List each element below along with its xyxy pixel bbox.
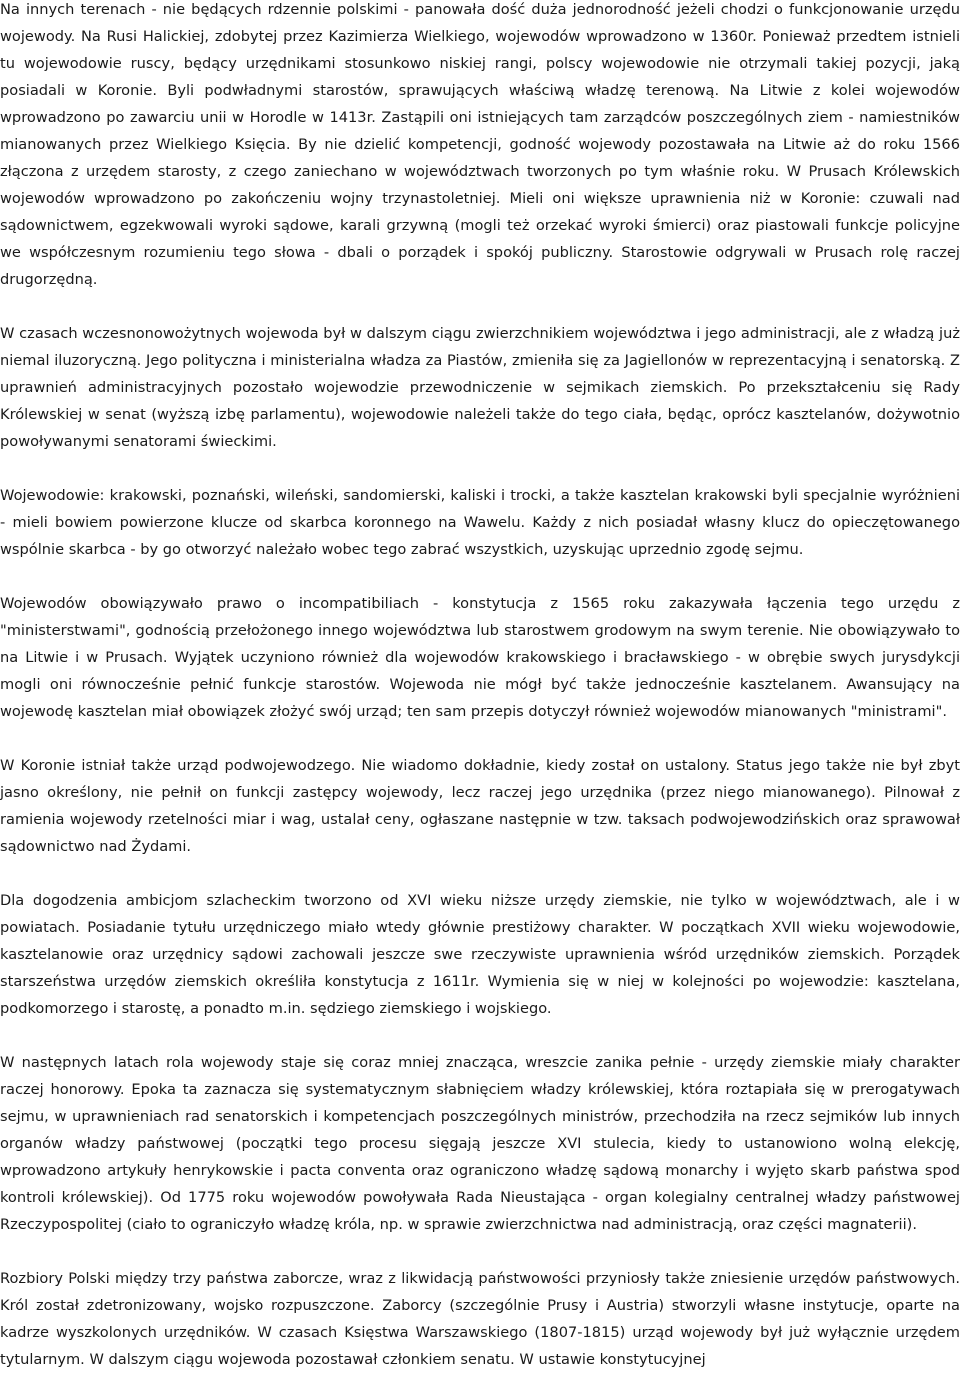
- paragraph: [0, 0, 960, 293]
- sentence: Nie obowiązywało to na Litwie i w Prusach.: [0, 622, 960, 666]
- sentence: Dla dogodzenia ambicjom szlacheckim tworzono od XVI wieku niższe urzędy ziemskie, nie tylko w województwach, ale i w powiatach.: [0, 892, 960, 936]
- sentence: Wojewodów obowiązywało prawo o incompatibiliach - konstytucja z 1565 roku zakazywała łączenia tego urzędu z "ministerstwami", godnością przełożonego innego województwa lub starostwem grodowym na swym terenie.: [0, 595, 960, 639]
- sentence: Nie wiadomo dokładnie, kiedy został on ustalony.: [355, 757, 730, 774]
- paragraph: [0, 482, 960, 563]
- sentence: Każdy z nich posiadał własny klucz do opieczętowanego wspólnie skarbca - by go otworzyć należało wobec tego zabrać wszystkich, uzyskując uprzednio zgodę sejmu.: [0, 514, 960, 558]
- sentence: Porządek starszeństwa urzędów ziemskich określiła konstytucja z 1611r.: [0, 946, 960, 990]
- sentence: Wymienia się w niej w kolejności po wojewodzie: kasztelana, podkomorzego i starostę, a ponadto m.in. sędziego ziemskiego i wojskiego.: [0, 973, 960, 1017]
- sentence: W początkach XVII wieku wojewodowie, kasztelanowie oraz urzędnicy sądowi zachowali jeszcze swe rzeczywiste uprawnienia wśród urzędników ziemskich.: [0, 919, 960, 963]
- sentence: W dalszym ciągu wojewoda pozostawał członkiem senatu.: [84, 1351, 515, 1368]
- sentence: Posiadanie tytułu urzędniczego miało wtedy głównie prestiżowy charakter.: [79, 919, 652, 936]
- paragraph: [0, 887, 960, 1022]
- sentence: Od 1775 roku wojewodów powoływała Rada Nieustająca - organ kolegialny centralnej władzy państwowej Rzeczypospolitej (ciało to ograniczyło władzę króla, np. w sprawie zwierzchnictwa nad administracją, oraz części magnaterii).: [0, 1189, 960, 1233]
- sentence: Pilnował z ramienia wojewody rzetelności miar i wag, ustalał ceny, ogłaszane następnie w tzw. taksach podwojewodzińskich oraz sprawował sądownictwo nad Żydami.: [0, 784, 960, 855]
- sentence: Zastąpili oni istniejących tam zarządców poszczególnych ziem - namiestników mianowanych przez Wielkiego Księcia.: [0, 109, 960, 153]
- sentence: W czasach Księstwa Warszawskiego (1807-1815) urząd wojewody był już wyłącznie urzędem tytularnym.: [0, 1324, 960, 1368]
- sentence: Rozbiory Polski między trzy państwa zaborcze, wraz z likwidacją państwowości przyniosły także zniesienie urzędów państwowych.: [0, 1270, 960, 1287]
- paragraph: [0, 1049, 960, 1238]
- sentence: Ponieważ przedtem istnieli tu wojewodowie ruscy, będący urzędnikami stosunkowo niskiej rangi, polscy wojewodowie nie otrzymali takiej pozycji, jaką posiadali w Koronie.: [0, 28, 960, 99]
- sentence: W następnych latach rola wojewody staje się coraz mniej znacząca, wreszcie zanika pełnie - urzędy ziemskie miały charakter raczej honorowy.: [0, 1054, 960, 1098]
- sentence: W ustawie konstytucyjnej: [514, 1351, 706, 1368]
- paragraph: [0, 320, 960, 455]
- sentence: Awansujący na wojewodę kasztelan miał obowiązek złożyć swój urząd; ten sam przepis dotyczył również wojewodów mianowanych "ministrami".: [0, 676, 960, 720]
- sentence: Wyjątek uczyniono również dla wojewodów krakowskiego i bracławskiego - w obrębie swych jurysdykcji mogli oni równocześnie pełnić funkcje starostów.: [0, 649, 960, 693]
- sentence: Byli podwładnymi starostów, sprawujących właściwą władzę terenową.: [157, 82, 720, 99]
- sentence: Po przekształceniu się Rady Królewskiej w senat (wyższą izbę parlamentu), wojewodowie należeli także do tego ciała, będąc, oprócz kasztelanów, dożywotnio powoływanymi senatorami świeckimi.: [0, 379, 960, 450]
- sentence: W Prusach Królewskich wojewodów wprowadzono po zakończeniu wojny trzynastoletniej.: [0, 163, 960, 207]
- sentence: Na innych terenach - nie będących rdzennie polskimi - panowała dość duża jednorodność jeżeli chodzi o funkcjonowanie urzędu wojewody. Na Rusi Halickiej, zdobytej przez Kazimierza Wielkiego, wojewodów wprowadzono w 1360r.: [0, 1, 960, 45]
- sentence: Status jego także nie był zbyt jasno określony, nie pełnił on funkcji zastępcy wojewody, lecz raczej jego urzędnika (przez niego mianowanego).: [0, 757, 960, 801]
- paragraph: [0, 752, 960, 860]
- sentence: Starostowie odgrywali w Prusach rolę raczej drugorzędną.: [0, 244, 960, 288]
- sentence: Wojewoda nie mógł być także jednocześnie kasztelanem.: [380, 676, 838, 693]
- sentence: Król został zdetronizowany, wojsko rozpuszczone.: [0, 1297, 375, 1314]
- sentence: Jego polityczna i ministerialna władza za Piastów, zmieniła się za Jagiellonów w reprezentacyjną i senatorską.: [141, 352, 946, 369]
- paragraph: [0, 590, 960, 725]
- sentence: Wojewodowie: krakowski, poznański, wileński, sandomierski, kaliski i trocki, a także kasztelan krakowski byli specjalnie wyróżnieni - mieli bowiem powierzone klucze od skarbca koronnego na Wawelu.: [0, 487, 960, 531]
- sentence: Mieli oni większe uprawnienia niż w Koronie: czuwali nad sądownictwem, egzekwowali wyroki sądowe, karali grzywną (mogli też orzekać wyroki śmierci) oraz piastowali funkcje policyjne we współczesnym rozumieniu tego słowa - dbali o porządek i spokój publiczny.: [0, 190, 960, 261]
- sentence: By nie dzielić kompetencji, godność wojewody pozostawała na Litwie aż do roku 1566 złączona z urzędem starosty, z czego zaniechano w województwach tworzonych po tym właśnie roku.: [0, 136, 960, 180]
- sentence: Zaborcy (szczególnie Prusy i Austria) stworzyli własne instytucje, oparte na kadrze wyszkolonych urzędników.: [0, 1297, 960, 1341]
- sentence: Z uprawnień administracyjnych pozostało wojewodzie przewodniczenie w sejmikach ziemskich.: [0, 352, 960, 396]
- sentence: Epoka ta zaznacza się systematycznym słabnięciem władzy królewskiej, która roztapiała się w prerogatywach sejmu, w uprawnieniach rad senatorskich i kompetencjach poszczególnych ministrów, przechodziła na rzecz sejmików lub innych organów władzy państwowej (początki tego procesu sięgają jeszcze XVI stulecia, kiedy to ustanowiono wolną elekcję, wprowadzono artykuły henrykowskie i pacta conventa oraz ograniczono władzę sądową monarchy i wyjęto skarb państwa spod kontroli królewskiej).: [0, 1081, 960, 1206]
- sentence: Na Litwie z kolei wojewodów wprowadzono po zawarciu unii w Horodle w 1413r.: [0, 82, 960, 126]
- sentence: W Koronie istniał także urząd podwojewodzego.: [0, 757, 356, 774]
- paragraph: [0, 1265, 960, 1373]
- sentence: W czasach wczesnonowożytnych wojewoda był w dalszym ciągu zwierzchnikiem województwa i jego administracji, ale z władzą już niemal iluzoryczną.: [0, 325, 960, 369]
